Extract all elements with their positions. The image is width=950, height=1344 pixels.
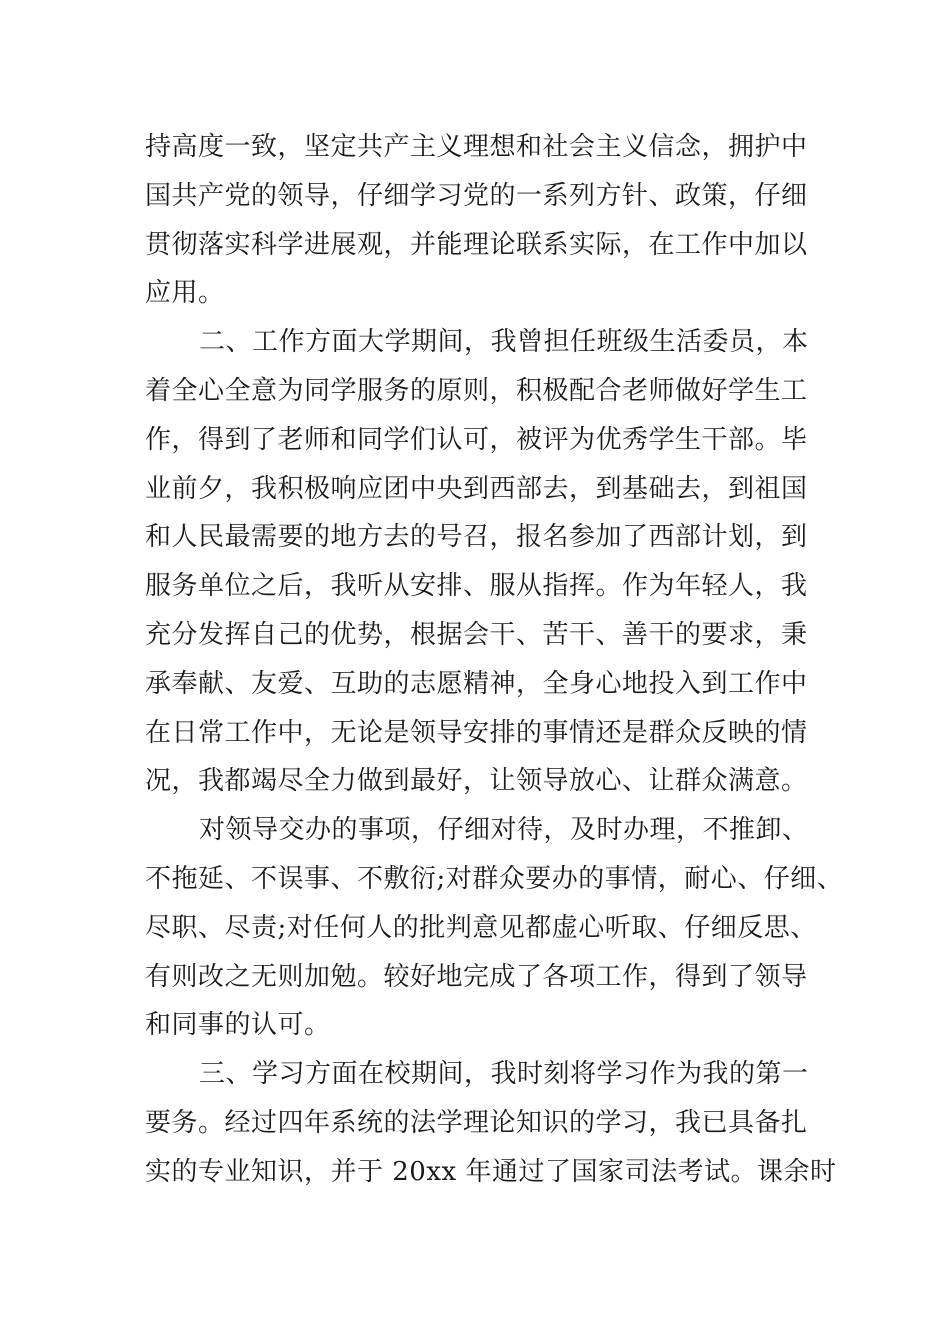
text-line: 要务。经过四年系统的法学理论知识的学习，我已具备扎	[145, 1107, 808, 1138]
text-line: 应用。	[145, 278, 225, 309]
text-line: 国共产党的领导，仔细学习党的一系列方针、政策，仔细	[145, 180, 808, 211]
text-line: 作，得到了老师和同学们认可，被评为优秀学生干部。毕	[145, 424, 808, 455]
text-line: 业前夕，我积极响应团中央到西部去，到基础去，到祖国	[145, 473, 808, 504]
text-line: 充分发挥自己的优势，根据会干、苦干、善干的要求，秉	[145, 619, 808, 650]
paragraph-start-line: 对领导交办的事项，仔细对待，及时办理，不推卸、	[199, 815, 809, 846]
text-line: 在日常工作中，无论是领导安排的事情还是群众反映的情	[145, 717, 808, 748]
text-line: 况，我都竭尽全力做到最好，让领导放心、让群众满意。	[145, 766, 808, 797]
text-line: 有则改之无则加勉。较好地完成了各项工作，得到了领导	[145, 961, 808, 992]
paragraph-start-line: 三、学习方面在校期间，我时刻将学习作为我的第一	[199, 1059, 809, 1090]
text-line: 实的专业知识，并于 20xx 年通过了国家司法考试。课余时	[145, 1156, 837, 1187]
text-line: 尽职、尽责;对任何人的批判意见都虚心听取、仔细反思、	[145, 912, 817, 943]
paragraph-start-line: 二、工作方面大学期间，我曾担任班级生活委员，本	[199, 327, 809, 358]
document-body	[145, 123, 844, 1197]
text-line: 贯彻落实科学进展观，并能理论联系实际，在工作中加以	[145, 229, 808, 260]
text-line: 和同事的认可。	[145, 1010, 331, 1041]
text-line: 持高度一致，坚定共产主义理想和社会主义信念，拥护中	[145, 132, 808, 162]
text-line: 着全心全意为同学服务的原则，积极配合老师做好学生工	[145, 375, 808, 406]
text-line: 不拖延、不误事、不敷衍;对群众要办的事情，耐心、仔细、	[145, 863, 844, 894]
text-line: 承奉献、友爱、互助的志愿精神，全身心地投入到工作中	[145, 668, 808, 699]
text-line: 和人民最需要的地方去的号召，报名参加了西部计划，到	[145, 522, 808, 553]
text-line: 服务单位之后，我听从安排、服从指挥。作为年轻人，我	[145, 571, 808, 602]
